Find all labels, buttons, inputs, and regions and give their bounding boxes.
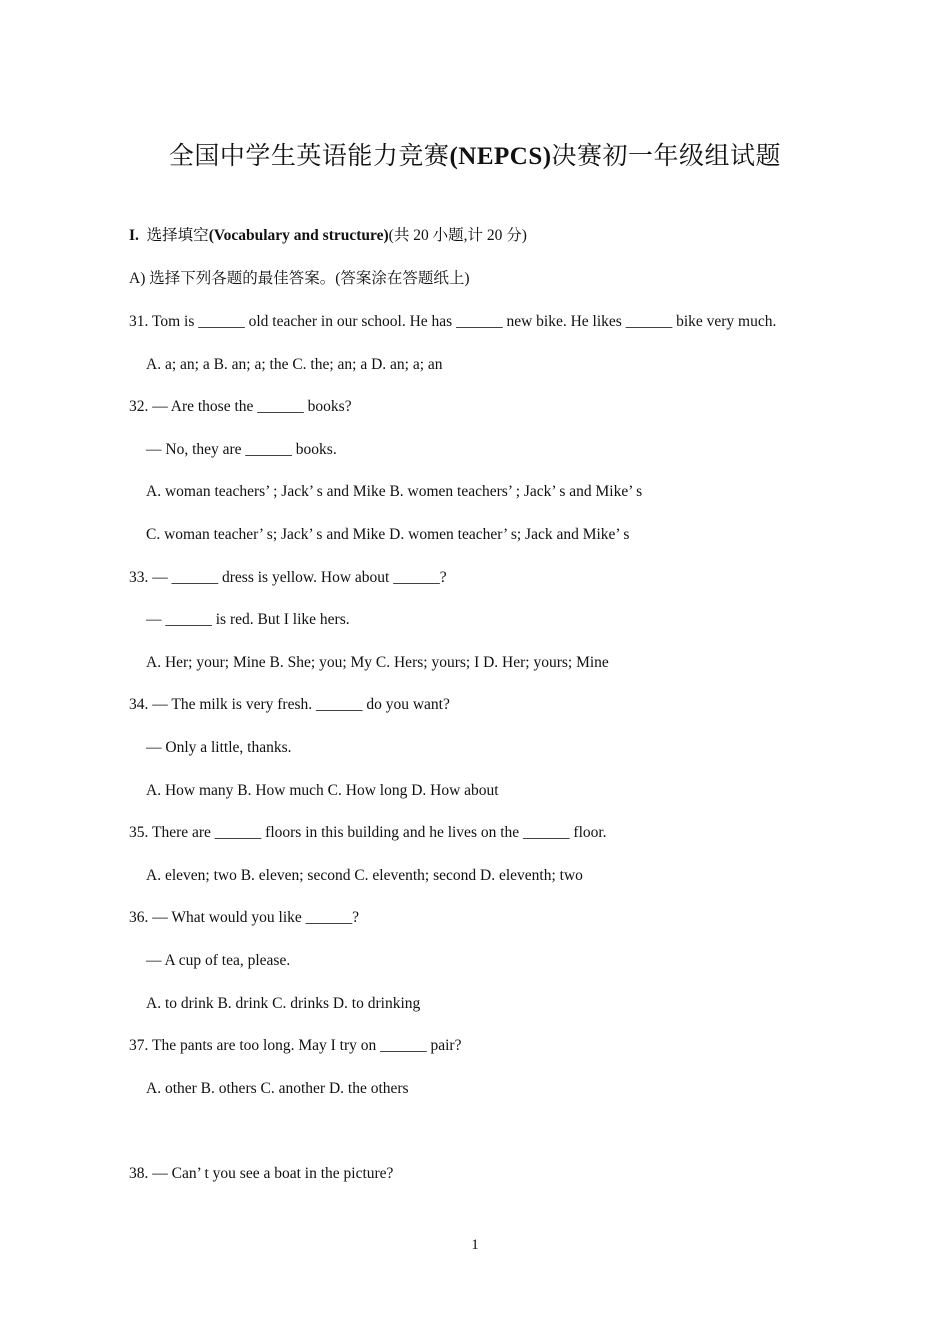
- question-37: 37. The pants are too long. May I try on ______ pair?: [129, 1037, 462, 1054]
- question-36: 36. — What would you like ______?: [129, 909, 360, 926]
- section-label-cn: 选择填空: [146, 227, 209, 244]
- question-37-options: A. other B. others C. another D. the others: [146, 1080, 409, 1097]
- question-33-reply: — ______ is red. But I like hers.: [146, 611, 350, 628]
- page-number: 1: [471, 1237, 479, 1253]
- section-heading: [129, 226, 527, 246]
- section-number: I.: [129, 227, 139, 244]
- page-title: [0, 136, 950, 172]
- question-32-reply: — No, they are ______ books.: [146, 441, 337, 458]
- question-35: 35. There are ______ floors in this building and he lives on the ______ floor.: [129, 824, 607, 841]
- question-36-options: A. to drink B. drink C. drinks D. to drinking: [146, 995, 421, 1012]
- question-32-options-ab: A. woman teachers’ ; Jack’ s and Mike B. women teachers’ ; Jack’ s and Mike’ s: [146, 483, 643, 500]
- question-31-options: A. a; an; a B. an; a; the C. the; an; a D. an; a; an: [146, 356, 443, 373]
- instruction-line: A) 选择下列各题的最佳答案。(答案涂在答题纸上): [129, 270, 470, 287]
- title-chinese-prefix: 全国中学生英语能力竞赛: [168, 141, 450, 170]
- question-34-reply: — Only a little, thanks.: [146, 739, 292, 756]
- question-33: 33. — ______ dress is yellow. How about ______?: [129, 569, 447, 586]
- question-31: 31. Tom is ______ old teacher in our school. He has ______ new bike. He likes ______ bike very much.: [129, 313, 777, 330]
- question-36-reply: — A cup of tea, please.: [146, 952, 291, 969]
- section-label-en: (Vocabulary and structure): [208, 227, 389, 244]
- question-32: 32. — Are those the ______ books?: [129, 398, 352, 415]
- title-nepcs: (NEPCS): [449, 143, 552, 170]
- question-32-options-cd: C. woman teacher’ s; Jack’ s and Mike D. women teacher’ s; Jack and Mike’ s: [146, 526, 630, 543]
- question-34-options: A. How many B. How much C. How long D. How about: [146, 782, 499, 799]
- section-label-score: (共 20 小题,计 20 分): [388, 227, 527, 244]
- title-chinese-suffix: 决赛初一年级组试题: [551, 141, 782, 170]
- question-35-options: A. eleven; two B. eleven; second C. eleventh; second D. eleventh; two: [146, 867, 583, 884]
- question-38: 38. — Can’ t you see a boat in the picture?: [129, 1165, 394, 1182]
- question-33-options: A. Her; your; Mine B. She; you; My C. Hers; yours; I D. Her; yours; Mine: [146, 654, 609, 671]
- question-34: 34. — The milk is very fresh. ______ do you want?: [129, 696, 450, 713]
